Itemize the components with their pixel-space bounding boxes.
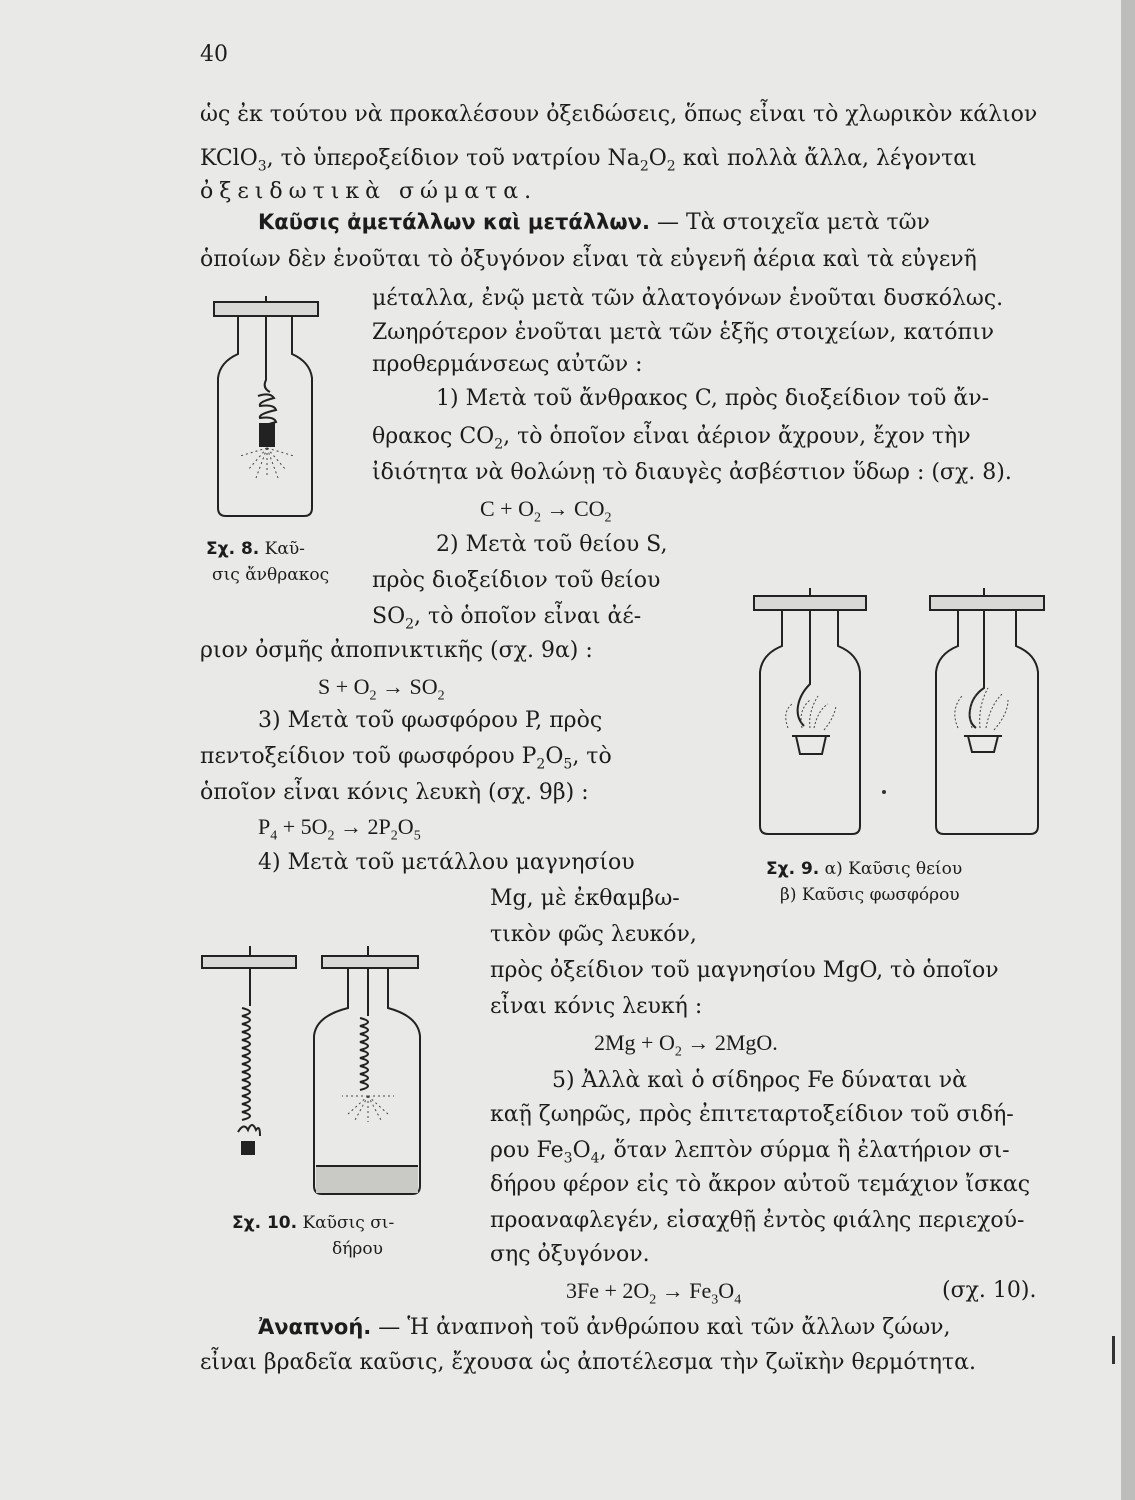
text-line-6: μέταλλα, ἐνῷ μετὰ τῶν ἀλατογόνων ἑνοῦται δυσκόλως. <box>372 286 1004 311</box>
figure-8-carbon-jar <box>200 296 330 526</box>
text-line-7: Ζωηρότερον ἑνοῦται μετὰ τῶν ἑξῆς στοιχείων, κατόπιν <box>372 320 994 345</box>
section-respiration-line: Ἀναπνοή. — Ἡ ἀναπνοὴ τοῦ ἀνθρώπου καὶ τῶν ἄλλων ζώων, <box>258 1315 951 1340</box>
figure-10-caption-1: Σχ. 10. Καῦσις σι- <box>232 1213 395 1233</box>
text-line-20: ὁποῖον εἶναι κόνις λευκὴ (σχ. 9β) : <box>200 780 589 805</box>
equation-sulfur: $S + O_2 \to SO_2$ <box>318 674 445 704</box>
figure-9-caption-2: β) Καῦσις φωσφόρου <box>780 885 960 905</box>
figure-9a-sulfur-jar <box>752 588 872 840</box>
text-line-8: προθερμάνσεως αὐτῶν : <box>372 352 643 377</box>
equation-iron-ref: (σχ. 10). <box>942 1278 1037 1303</box>
text-line-26: εἶναι κόνις λευκή : <box>490 994 703 1019</box>
text-line-33: σης ὀξυγόνον. <box>490 1242 650 1267</box>
text-line-23: Mg, μὲ ἐκθαμβω- <box>490 886 680 911</box>
text-line-22: 4) Μετὰ τοῦ μετάλλου μαγνησίου <box>258 850 635 875</box>
text-line-36: εἶναι βραδεῖα καῦσις, ἔχουσα ὡς ἀποτέλεσμα τὴν ζωϊκὴν θερμότητα. <box>200 1350 976 1375</box>
text-line-3: ὀξειδωτικὰ σώματα. <box>200 179 538 204</box>
text-line-14: πρὸς διοξείδιον τοῦ θείου <box>372 568 661 593</box>
figure-9b-phosphorus-jar <box>928 588 1050 840</box>
text-line-19: πεντοξείδιον τοῦ φωσφόρου $P_2O_5$, τὸ <box>200 744 612 773</box>
section-heading-respiration: Ἀναπνοή. <box>258 1315 372 1339</box>
equation-carbon: $C + O_2 \to CO_2$ <box>480 496 612 526</box>
equation-phosphorus: $P_4 + 5O_2 \to 2P_2O_5$ <box>258 814 421 844</box>
text-line-11: ἰδιότητα νὰ θολώνῃ τὸ διαυγὲς ἀσβέστιον ὕδωρ : (σχ. 8). <box>372 460 1012 485</box>
text-line-15: $SO_2$, τὸ ὁποῖον εἶναι ἀέ- <box>372 604 642 633</box>
text-line-13: 2) Μετὰ τοῦ θείου S, <box>436 532 668 557</box>
text-line-30: ρου $Fe_3O_4$, ὅταν λεπτὸν σύρμα ἢ ἐλατήριον σι- <box>490 1138 1010 1167</box>
text-line-16: ριον ὀσμῆς ἀποπνικτικῆς (σχ. 9α) : <box>200 638 593 663</box>
text-line-5: ὁποίων δὲν ἑνοῦται τὸ ὀξυγόνον εἶναι τὰ εὐγενῆ ἀέρια καὶ τὰ εὐγενῆ <box>200 247 977 272</box>
equation-magnesium: $2Mg + O_2 \to 2MgO$. <box>594 1030 778 1060</box>
margin-mark <box>1112 1336 1115 1364</box>
section-heading-line: Καῦσις ἀμετάλλων καὶ μετάλλων. — Τὰ στοιχεῖα μετὰ τῶν <box>258 210 930 235</box>
text-line-32: προαναφλεγέν, εἰσαχθῇ ἐντὸς φιάλης περιεχού- <box>490 1208 1025 1233</box>
text-line-9: 1) Μετὰ τοῦ ἄνθρακος C, πρὸς διοξείδιον τοῦ ἄν- <box>436 386 990 411</box>
figure-10-iron-wire <box>198 946 468 1198</box>
text-line-28: 5) Ἀλλὰ καὶ ὁ σίδηρος Fe δύναται νὰ <box>552 1068 968 1093</box>
figure-10-caption-2: δήρου <box>332 1239 383 1259</box>
text-line-1: ὡς ἐκ τούτου νὰ προκαλέσουν ὀξειδώσεις, ὅπως εἶναι τὸ χλωρικὸν κάλιον <box>200 102 1038 127</box>
figure-9-caption-1: Σχ. 9. α) Καῦσις θείου <box>766 859 963 879</box>
page-edge-shadow <box>1121 0 1135 1500</box>
text-line-29: καῇ ζωηρῶς, πρὸς ἐπιτεταρτοξείδιον τοῦ σιδή- <box>490 1102 1014 1127</box>
text-line-10: θρακος $CO_2$, τὸ ὁποῖον εἶναι ἀέριον ἄχρουν, ἔχον τὴν <box>372 424 971 453</box>
section-heading: Καῦσις ἀμετάλλων καὶ μετάλλων. <box>258 210 650 234</box>
text-line-31: δήρου φέρον εἰς τὸ ἄκρον αὐτοῦ τεμάχιον ἴσκας <box>490 1172 1031 1197</box>
figure-8-caption-1: Σχ. 8. Καῦ- <box>206 539 305 559</box>
text-line-2: KClO$_3$, τὸ ὑπεροξείδιον τοῦ νατρίου $Na_2O_2$ καὶ πολλὰ ἄλλα, λέγονται <box>200 146 977 175</box>
text-line-25: πρὸς ὀξείδιον τοῦ μαγνησίου MgO, τὸ ὁποῖον <box>490 958 999 983</box>
page-number: 40 <box>200 42 228 67</box>
text-line-24: τικὸν φῶς λευκόν, <box>490 922 697 947</box>
figure-8-caption-2: σις ἄνθρακος <box>212 565 330 585</box>
text-line-18: 3) Μετὰ τοῦ φωσφόρου P, πρὸς <box>258 708 603 733</box>
equation-iron: $3Fe + 2O_2 \to Fe_3O_4$ <box>566 1278 742 1308</box>
